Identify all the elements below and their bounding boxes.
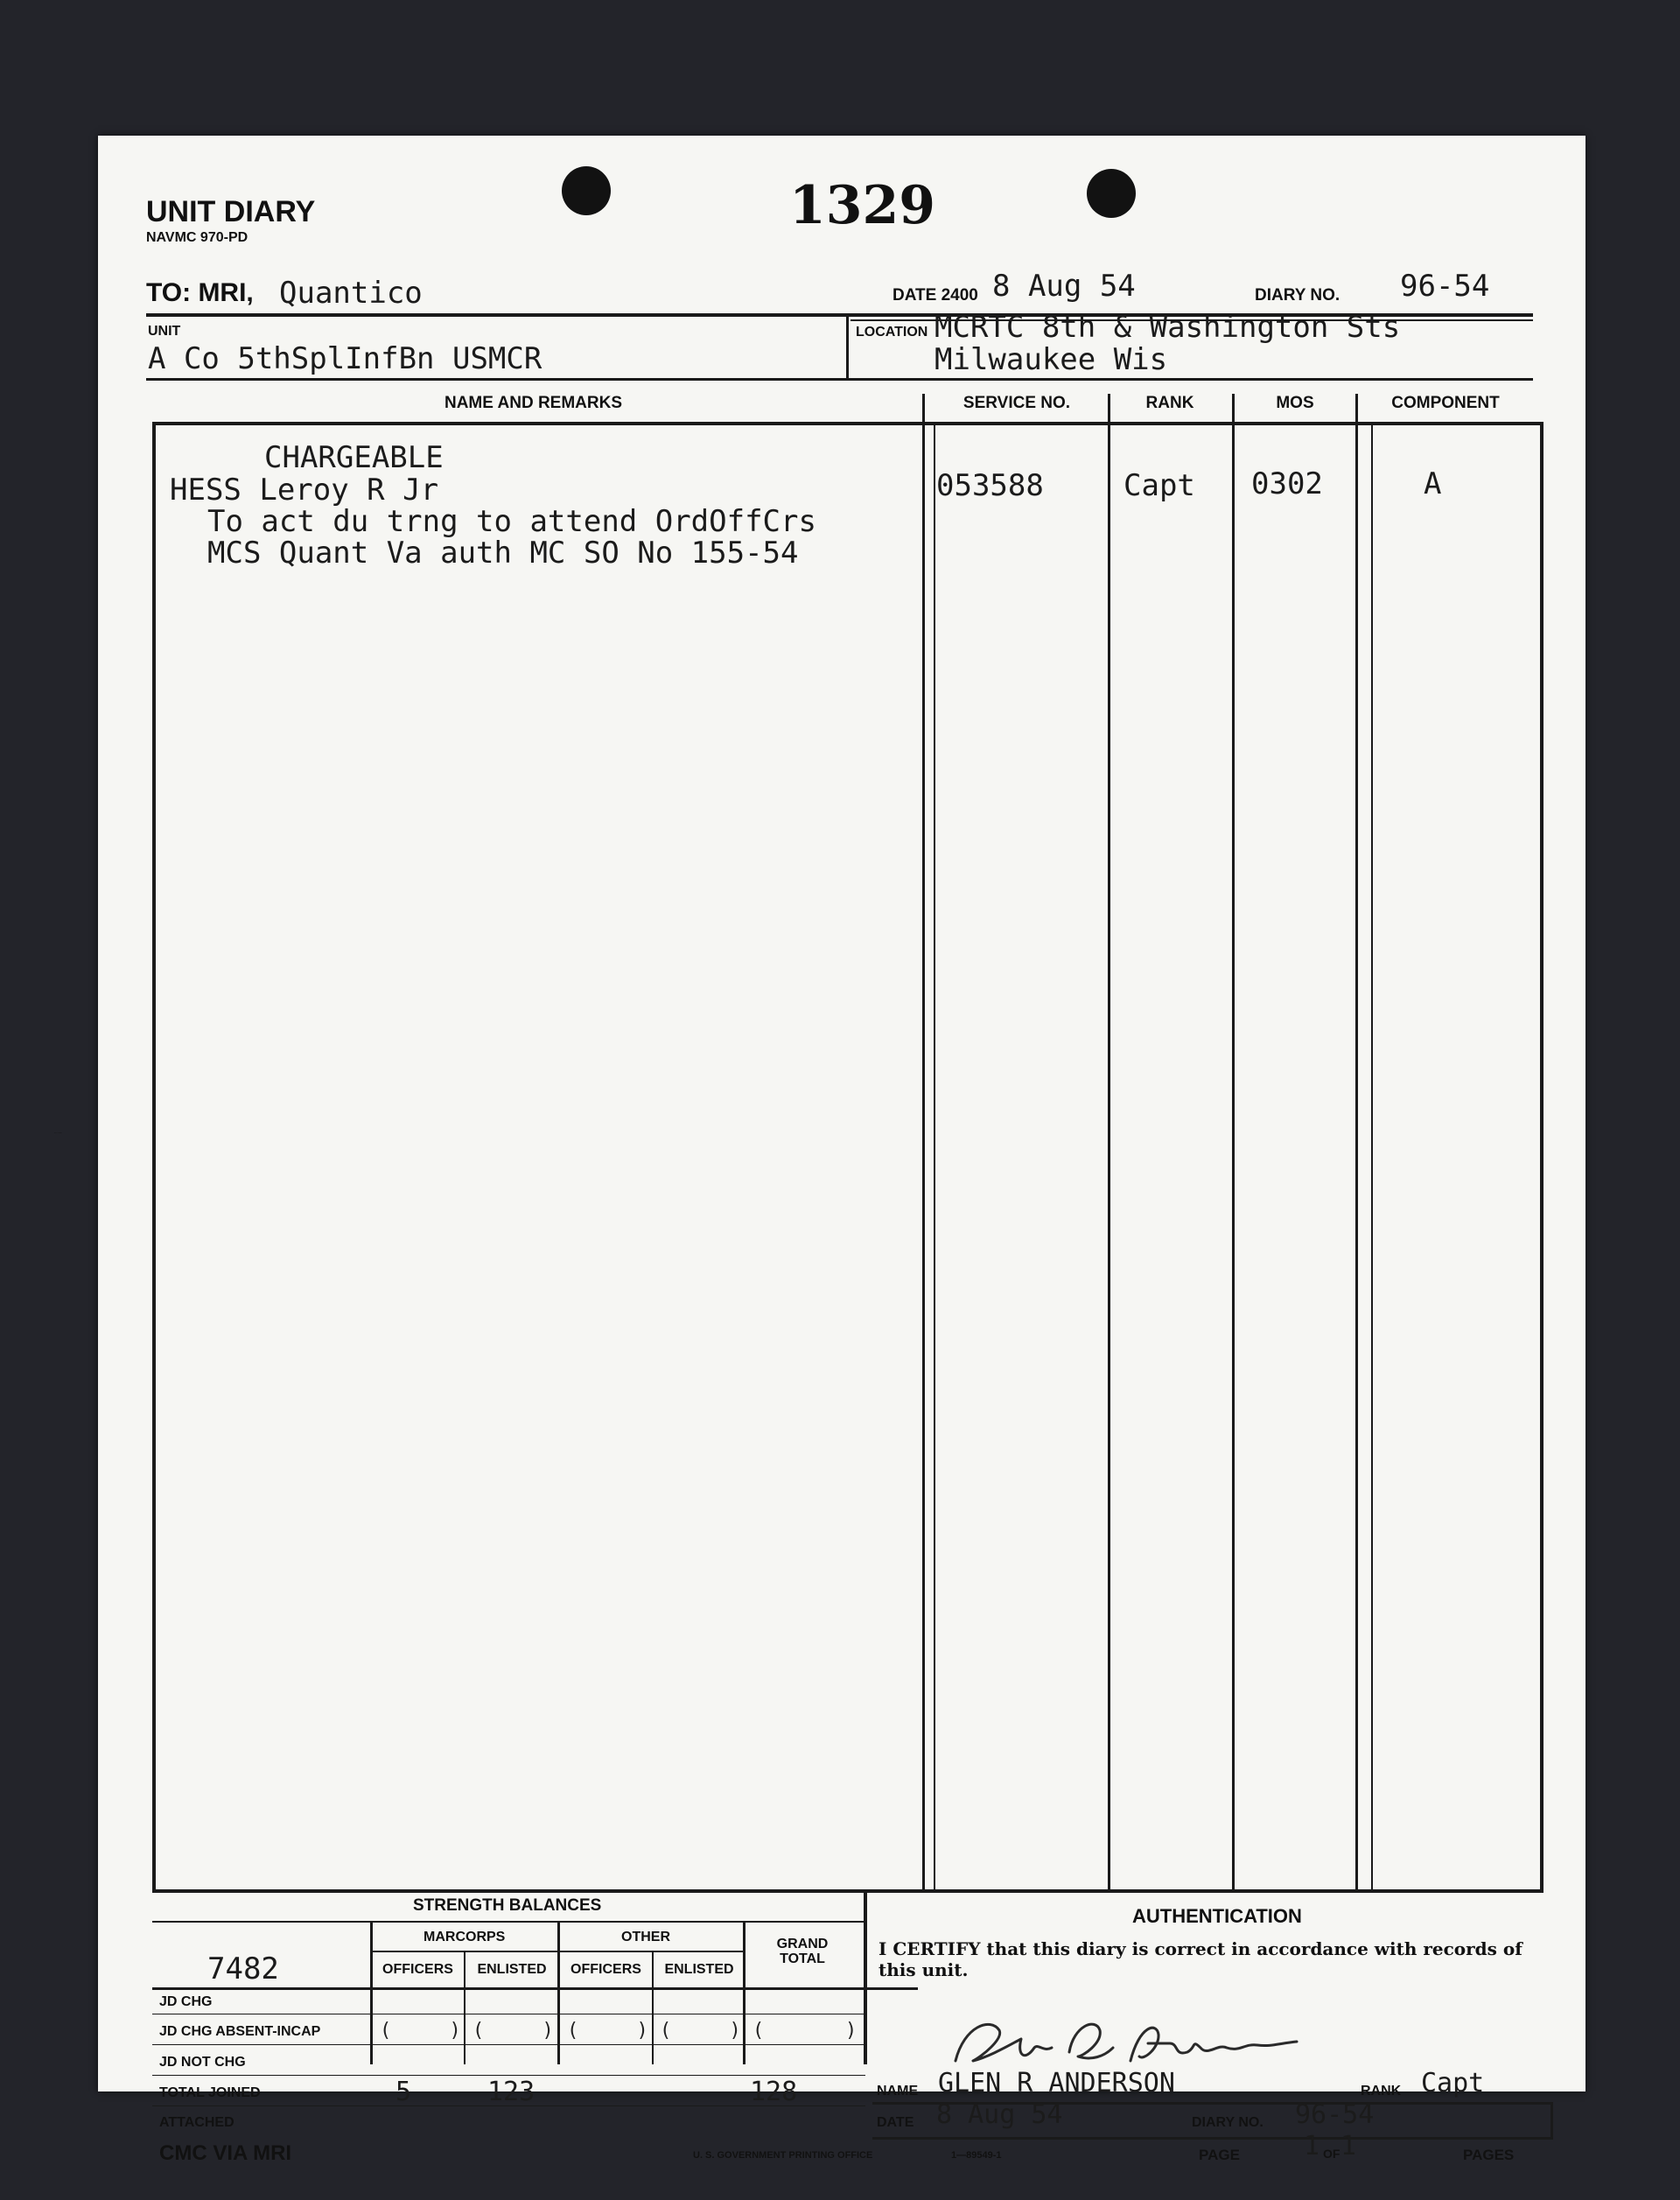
unit-value: A Co 5thSplInfBn USMCR: [148, 341, 542, 376]
col-divider-2: [1108, 394, 1110, 1892]
footer-routing: CMC VIA MRI: [159, 2141, 292, 2165]
strength-auth-divider: [864, 1889, 867, 2064]
sb-row-jd-chg: JD CHG: [159, 1994, 213, 2009]
col-name-remarks: NAME AND REMARKS: [444, 394, 623, 412]
sb-row-attached: ATTACHED: [159, 2115, 234, 2130]
location-label: LOCATION: [856, 325, 928, 340]
punch-hole-left: [562, 166, 611, 215]
strength-balances-title: STRENGTH BALANCES: [413, 1896, 602, 1915]
sb-paren-3: ( ): [567, 2020, 648, 2042]
sb-rule-r3: [152, 2075, 865, 2076]
sb-row-jd-not-chg: JD NOT CHG: [159, 2055, 246, 2070]
sb-code: 7482: [207, 1951, 279, 1986]
auth-rank-value: Capt: [1421, 2068, 1485, 2098]
diary-page: [54, 136, 1586, 2165]
stamp-number: 1329: [789, 175, 935, 236]
footer-print-code: 1—89549-1: [951, 2150, 1002, 2161]
component-value: A: [1424, 466, 1442, 501]
sb-rule-subheads: [152, 1987, 918, 1990]
col-rank: RANK: [1145, 394, 1194, 412]
footer-pages-label: PAGES: [1463, 2147, 1515, 2163]
sb-other-enlisted: ENLISTED: [664, 1962, 734, 1977]
col-divider-4b: [1371, 422, 1373, 1892]
sb-marcorps-officers: OFFICERS: [382, 1962, 453, 1977]
location-line-1: MCRTC 8th & Washington Sts: [934, 310, 1401, 345]
diary-no-label: DIARY NO.: [1255, 286, 1340, 305]
auth-title: AUTHENTICATION: [1132, 1905, 1302, 1927]
sb-other-officers: OFFICERS: [570, 1962, 641, 1977]
form-code: NAVMC 970-PD: [146, 230, 248, 245]
sb-row-jd-chg-absent: JD CHG ABSENT-INCAP: [159, 2024, 321, 2039]
remarks-line-4: MCS Quant Va auth MC SO No 155-54: [207, 536, 799, 571]
date-label: DATE 2400: [892, 286, 978, 305]
auth-diary-no-value: 96-54: [1295, 2099, 1375, 2130]
col-divider-4: [1355, 394, 1358, 1892]
sb-paren-1: ( ): [380, 2020, 461, 2042]
remarks-line-2: HESS Leroy R Jr: [170, 473, 439, 508]
sb-col-2: [464, 1952, 466, 2064]
auth-name-label: NAME: [877, 2084, 919, 2098]
sb-marcorps-enlisted: ENLISTED: [477, 1962, 547, 1977]
auth-date-label: DATE: [877, 2115, 914, 2130]
footer-page-value: 1: [1304, 2131, 1320, 2161]
rank-value: Capt: [1124, 468, 1195, 503]
sb-total-joined-enlisted: 123: [487, 2077, 536, 2107]
footer-page-label: PAGE: [1199, 2147, 1240, 2163]
punch-hole-right: [1087, 169, 1136, 218]
col-service-no: SERVICE NO.: [962, 394, 1071, 412]
col-mos: MOS: [1276, 394, 1314, 412]
location-line-2: Milwaukee Wis: [934, 342, 1168, 377]
footer-printing-office: U. S. GOVERNMENT PRINTING OFFICE: [693, 2150, 873, 2161]
header-rule-bottom: [146, 378, 1533, 381]
auth-date-value: 8 Aug 54: [936, 2099, 1063, 2130]
table-top-rule: [152, 422, 1544, 425]
to-value: Quantico: [279, 276, 423, 311]
sb-col-5: [743, 1921, 746, 2064]
remarks-line-1: CHARGEABLE: [264, 440, 444, 475]
col-divider-3: [1232, 394, 1235, 1892]
sb-total-joined-grand: 128: [750, 2077, 798, 2107]
auth-certify-text: I CERTIFY that this diary is correct in accordance with records of this unit.: [878, 1938, 1522, 1980]
diary-no-value: 96-54: [1400, 269, 1490, 304]
footer-of-value: 1: [1340, 2131, 1357, 2161]
col-divider-1: [922, 394, 925, 1892]
sb-paren-4: ( ): [660, 2020, 741, 2042]
auth-box-right: [1550, 2102, 1553, 2140]
sb-col-3: [557, 1921, 560, 2064]
sb-paren-2: ( ): [472, 2020, 554, 2042]
unit-location-divider: [846, 317, 849, 378]
date-value: 8 Aug 54: [992, 269, 1136, 304]
sb-col-1: [370, 1921, 373, 2064]
sb-row-total-joined: TOTAL JOINED: [159, 2085, 261, 2100]
mos-value: 0302: [1251, 466, 1323, 501]
unit-label: UNIT: [148, 324, 181, 339]
col-component: COMPONENT: [1391, 394, 1500, 412]
footer-of-label: OF: [1323, 2147, 1340, 2161]
service-no-value: 053588: [936, 468, 1044, 503]
col-divider-1b: [934, 422, 935, 1892]
sb-group-other: OTHER: [621, 1930, 670, 1944]
auth-box-bottom: [872, 2137, 1552, 2140]
table-bottom-rule: [152, 1889, 1544, 1893]
form-title: UNIT DIARY: [146, 195, 316, 228]
sb-rule-r2: [152, 2044, 865, 2045]
sb-paren-5: ( ): [752, 2020, 858, 2042]
sb-total-joined-officers: 5: [396, 2077, 412, 2107]
auth-rank-label: RANK: [1361, 2084, 1402, 2098]
sb-col-4: [652, 1952, 654, 2064]
table-right-rule: [1540, 422, 1544, 1892]
remarks-line-3: To act du trng to attend OrdOffCrs: [207, 504, 816, 539]
auth-diary-no-label: DIARY NO.: [1192, 2115, 1264, 2130]
to-label: TO: MRI,: [146, 278, 254, 307]
sb-group-marcorps: MARCORPS: [424, 1930, 506, 1944]
auth-name-value: GLEN R ANDERSON: [938, 2068, 1175, 2098]
table-left-rule: [152, 422, 156, 1892]
sb-rule-top: [152, 1921, 865, 1923]
signature-text: Glen R. Anderson: [54, 1133, 62, 1134]
sb-grand-total: GRAND TOTAL: [776, 1937, 829, 1966]
